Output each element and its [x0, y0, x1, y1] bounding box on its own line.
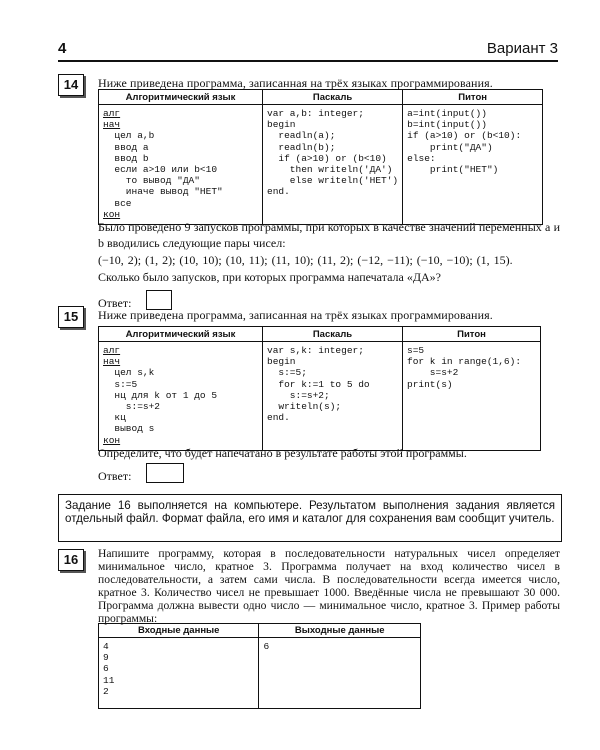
code-line: else:: [407, 152, 436, 164]
computer-task-notice: Задание 16 выполняется на компьютере. Результатом выполнения задания является отдельный файл. Формат файла, его имя и каталог для сохранения вам сообщит учитель.: [58, 494, 562, 542]
input-pairs: (−10, 2); (1, 2); (10, 10); (10, 11); (11, 10); (11, 2); (−12, −11); (−10, −10); (1, 15).: [98, 253, 513, 267]
column-header: Алгоритмический язык: [99, 90, 263, 105]
answer-input[interactable]: [146, 290, 172, 310]
code-line: begin: [267, 119, 296, 131]
code-line: for k:=1 to 5 do: [267, 378, 370, 390]
python-code-cell: [403, 342, 541, 451]
task-number-badge: 15: [58, 306, 84, 328]
code-line: вывод s: [103, 423, 155, 435]
code-line: if (a>10) or (b<10):: [407, 130, 522, 142]
code-line: алг: [103, 108, 121, 119]
code-line: s:=s+2;: [267, 389, 330, 401]
column-header: Паскаль: [263, 327, 403, 342]
code-line: ввод b: [103, 152, 149, 164]
column-header: Алгоритмический язык: [99, 327, 263, 342]
code-line: readln(a);: [267, 130, 336, 142]
code-line: b=int(input()): [407, 119, 487, 131]
code-table: [98, 89, 543, 225]
input-value: 9: [103, 652, 109, 664]
answer-label: Ответ:: [98, 469, 132, 483]
task-intro: Ниже приведена программа, записанная на трёх языках программирования.: [98, 308, 493, 322]
code-line: s=5: [407, 345, 425, 356]
input-value: 11: [103, 674, 115, 686]
task-description: Было проведено 9 запусков программы, при которых в качестве значений переменных a и b вводились следующие пары чисел:: [98, 220, 560, 250]
code-line: если a>10 или b<10: [103, 164, 218, 176]
column-header: Выходные данные: [259, 624, 421, 638]
python-code-cell: [403, 105, 543, 225]
code-line: s=s+2: [407, 367, 459, 379]
code-line: кон: [103, 434, 121, 446]
task-number-badge: 14: [58, 74, 84, 96]
input-data-cell: [99, 638, 259, 709]
output-data-cell: [259, 638, 421, 709]
task-question: Определите, что будет напечатано в результате работы этой программы.: [98, 446, 467, 460]
page-number: 4: [58, 40, 67, 57]
code-line: s:=5;: [267, 367, 307, 379]
code-line: for k in range(1,6):: [407, 356, 522, 368]
code-line: цел a,b: [103, 130, 155, 142]
code-line: цел s,k: [103, 367, 155, 379]
code-line: writeln(s);: [267, 401, 342, 413]
algo-code-cell: [99, 105, 263, 225]
code-line: a=int(input()): [407, 108, 487, 119]
code-table: [98, 326, 541, 451]
code-line: readln(b);: [267, 141, 336, 153]
code-line: кон: [103, 208, 121, 220]
io-example-table: [98, 623, 421, 709]
task-question: Сколько было запусков, при которых программа напечатала «ДА»?: [98, 270, 442, 284]
code-line: print("НЕТ"): [407, 164, 499, 176]
task-description: Напишите программу, которая в последовательности натуральных чисел определяет минимальное число, кратное 3. Программа получает на вход количество чисел в последовательности, а затем сами числа. В последовательности всегда имеется число, кратное 3. Количество чисел не превышает 1000. Введённые числа не превышают 30 000. Программа должна вывести одно число — минимальное число, кратное 3. Пример работы программы:: [98, 547, 560, 625]
code-line: ввод a: [103, 141, 149, 153]
code-line: иначе вывод "НЕТ": [103, 186, 223, 198]
variant-label: Вариант 3: [486, 40, 558, 57]
input-value: 2: [103, 685, 109, 697]
code-line: then writeln('ДА'): [267, 164, 393, 176]
code-line: все: [103, 197, 132, 209]
code-line: var a,b: integer;: [267, 108, 364, 119]
page-header: [58, 40, 558, 60]
task-number-badge: 16: [58, 549, 84, 571]
code-line: s:=5: [103, 378, 138, 390]
header-rule: [58, 60, 558, 62]
column-header: Входные данные: [99, 624, 259, 638]
answer-input[interactable]: [146, 463, 184, 483]
code-line: if (a>10) or (b<10): [267, 152, 387, 164]
column-header: Питон: [403, 327, 541, 342]
answer-label: Ответ:: [98, 296, 132, 310]
pascal-code-cell: [263, 105, 403, 225]
code-line: кц: [103, 412, 126, 424]
code-line: var s,k: integer;: [267, 345, 364, 356]
code-line: нач: [103, 119, 121, 131]
algo-code-cell: [99, 342, 263, 451]
code-line: алг: [103, 345, 121, 356]
code-line: end.: [267, 412, 290, 424]
code-line: else writeln('НЕТ'): [267, 175, 399, 187]
code-line: нц для k от 1 до 5: [103, 389, 218, 401]
code-line: print(s): [407, 378, 453, 390]
column-header: Питон: [403, 90, 543, 105]
column-header: Паскаль: [263, 90, 403, 105]
task-intro: Ниже приведена программа, записанная на трёх языках программирования.: [98, 76, 493, 90]
code-line: end.: [267, 186, 290, 198]
code-line: s:=s+2: [103, 401, 161, 413]
output-value: 6: [263, 641, 270, 652]
input-value: 4: [103, 641, 109, 652]
code-line: нач: [103, 356, 121, 368]
code-line: print("ДА"): [407, 141, 493, 153]
code-line: то вывод "ДА": [103, 175, 200, 187]
pascal-code-cell: [263, 342, 403, 451]
input-value: 6: [103, 663, 109, 675]
code-line: begin: [267, 356, 296, 368]
